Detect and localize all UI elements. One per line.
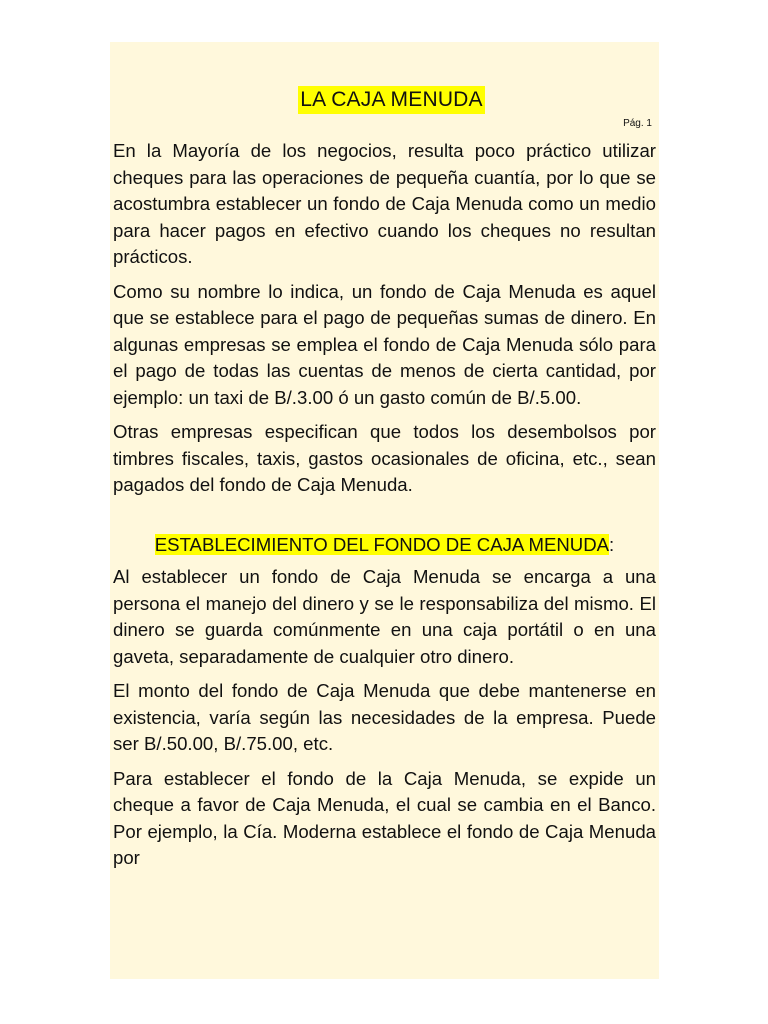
document-page bbox=[110, 42, 659, 979]
paragraph-intro-2: Como su nombre lo indica, un fondo de Caja Menuda es aquel que se establece para el pago de pequeñas sumas de dinero. En algunas empresas se emplea el fondo de Caja Menuda sólo para el pago de todas las cuentas de menos de cierta cantidad, por ejemplo: un taxi de B/.3.00 ó un gasto común de B/.5.00. bbox=[113, 280, 656, 408]
paragraph-section-3: Para establecer el fondo de la Caja Menuda, se expide un cheque a favor de Caja Menuda, el cual se cambia en el Banco. Por ejemplo, la Cía. Moderna establece el fondo de Caja Menuda por bbox=[113, 767, 656, 868]
section-heading-text: ESTABLECIMIENTO DEL FONDO DE CAJA MENUDA bbox=[154, 533, 610, 555]
section-heading bbox=[113, 532, 656, 559]
document-title: LA CAJA MENUDA bbox=[298, 86, 485, 114]
section-heading-colon: : bbox=[609, 533, 615, 555]
paragraph-section-2: El monto del fondo de Caja Menuda que debe mantenerse en existencia, varía según las necesidades de la empresa. Puede ser B/.50.00, B/.75.00, etc. bbox=[113, 680, 656, 754]
paragraph-intro-3: Otras empresas especifican que todos los desembolsos por timbres fiscales, taxis, gastos ocasionales de oficina, etc., sean pagados del fondo de Caja Menuda. bbox=[113, 421, 656, 495]
title-container bbox=[127, 86, 656, 118]
page-number: Pág. 1 bbox=[623, 118, 652, 129]
paragraph-intro-1: En la Mayoría de los negocios, resulta poco práctico utilizar cheques para las operaciones de pequeña cuantía, por lo que se acostumbra establecer un fondo de Caja Menuda como un medio para hacer pagos en efectivo cuando los cheques no resultan prácticos. bbox=[113, 140, 656, 267]
paragraph-section-1: Al establecer un fondo de Caja Menuda se encarga a una persona el manejo del dinero y se le responsabiliza del mismo. El dinero se guarda comúnmente en una caja portátil o en una gaveta, separadamente de cualquier otro dinero. bbox=[113, 566, 656, 667]
